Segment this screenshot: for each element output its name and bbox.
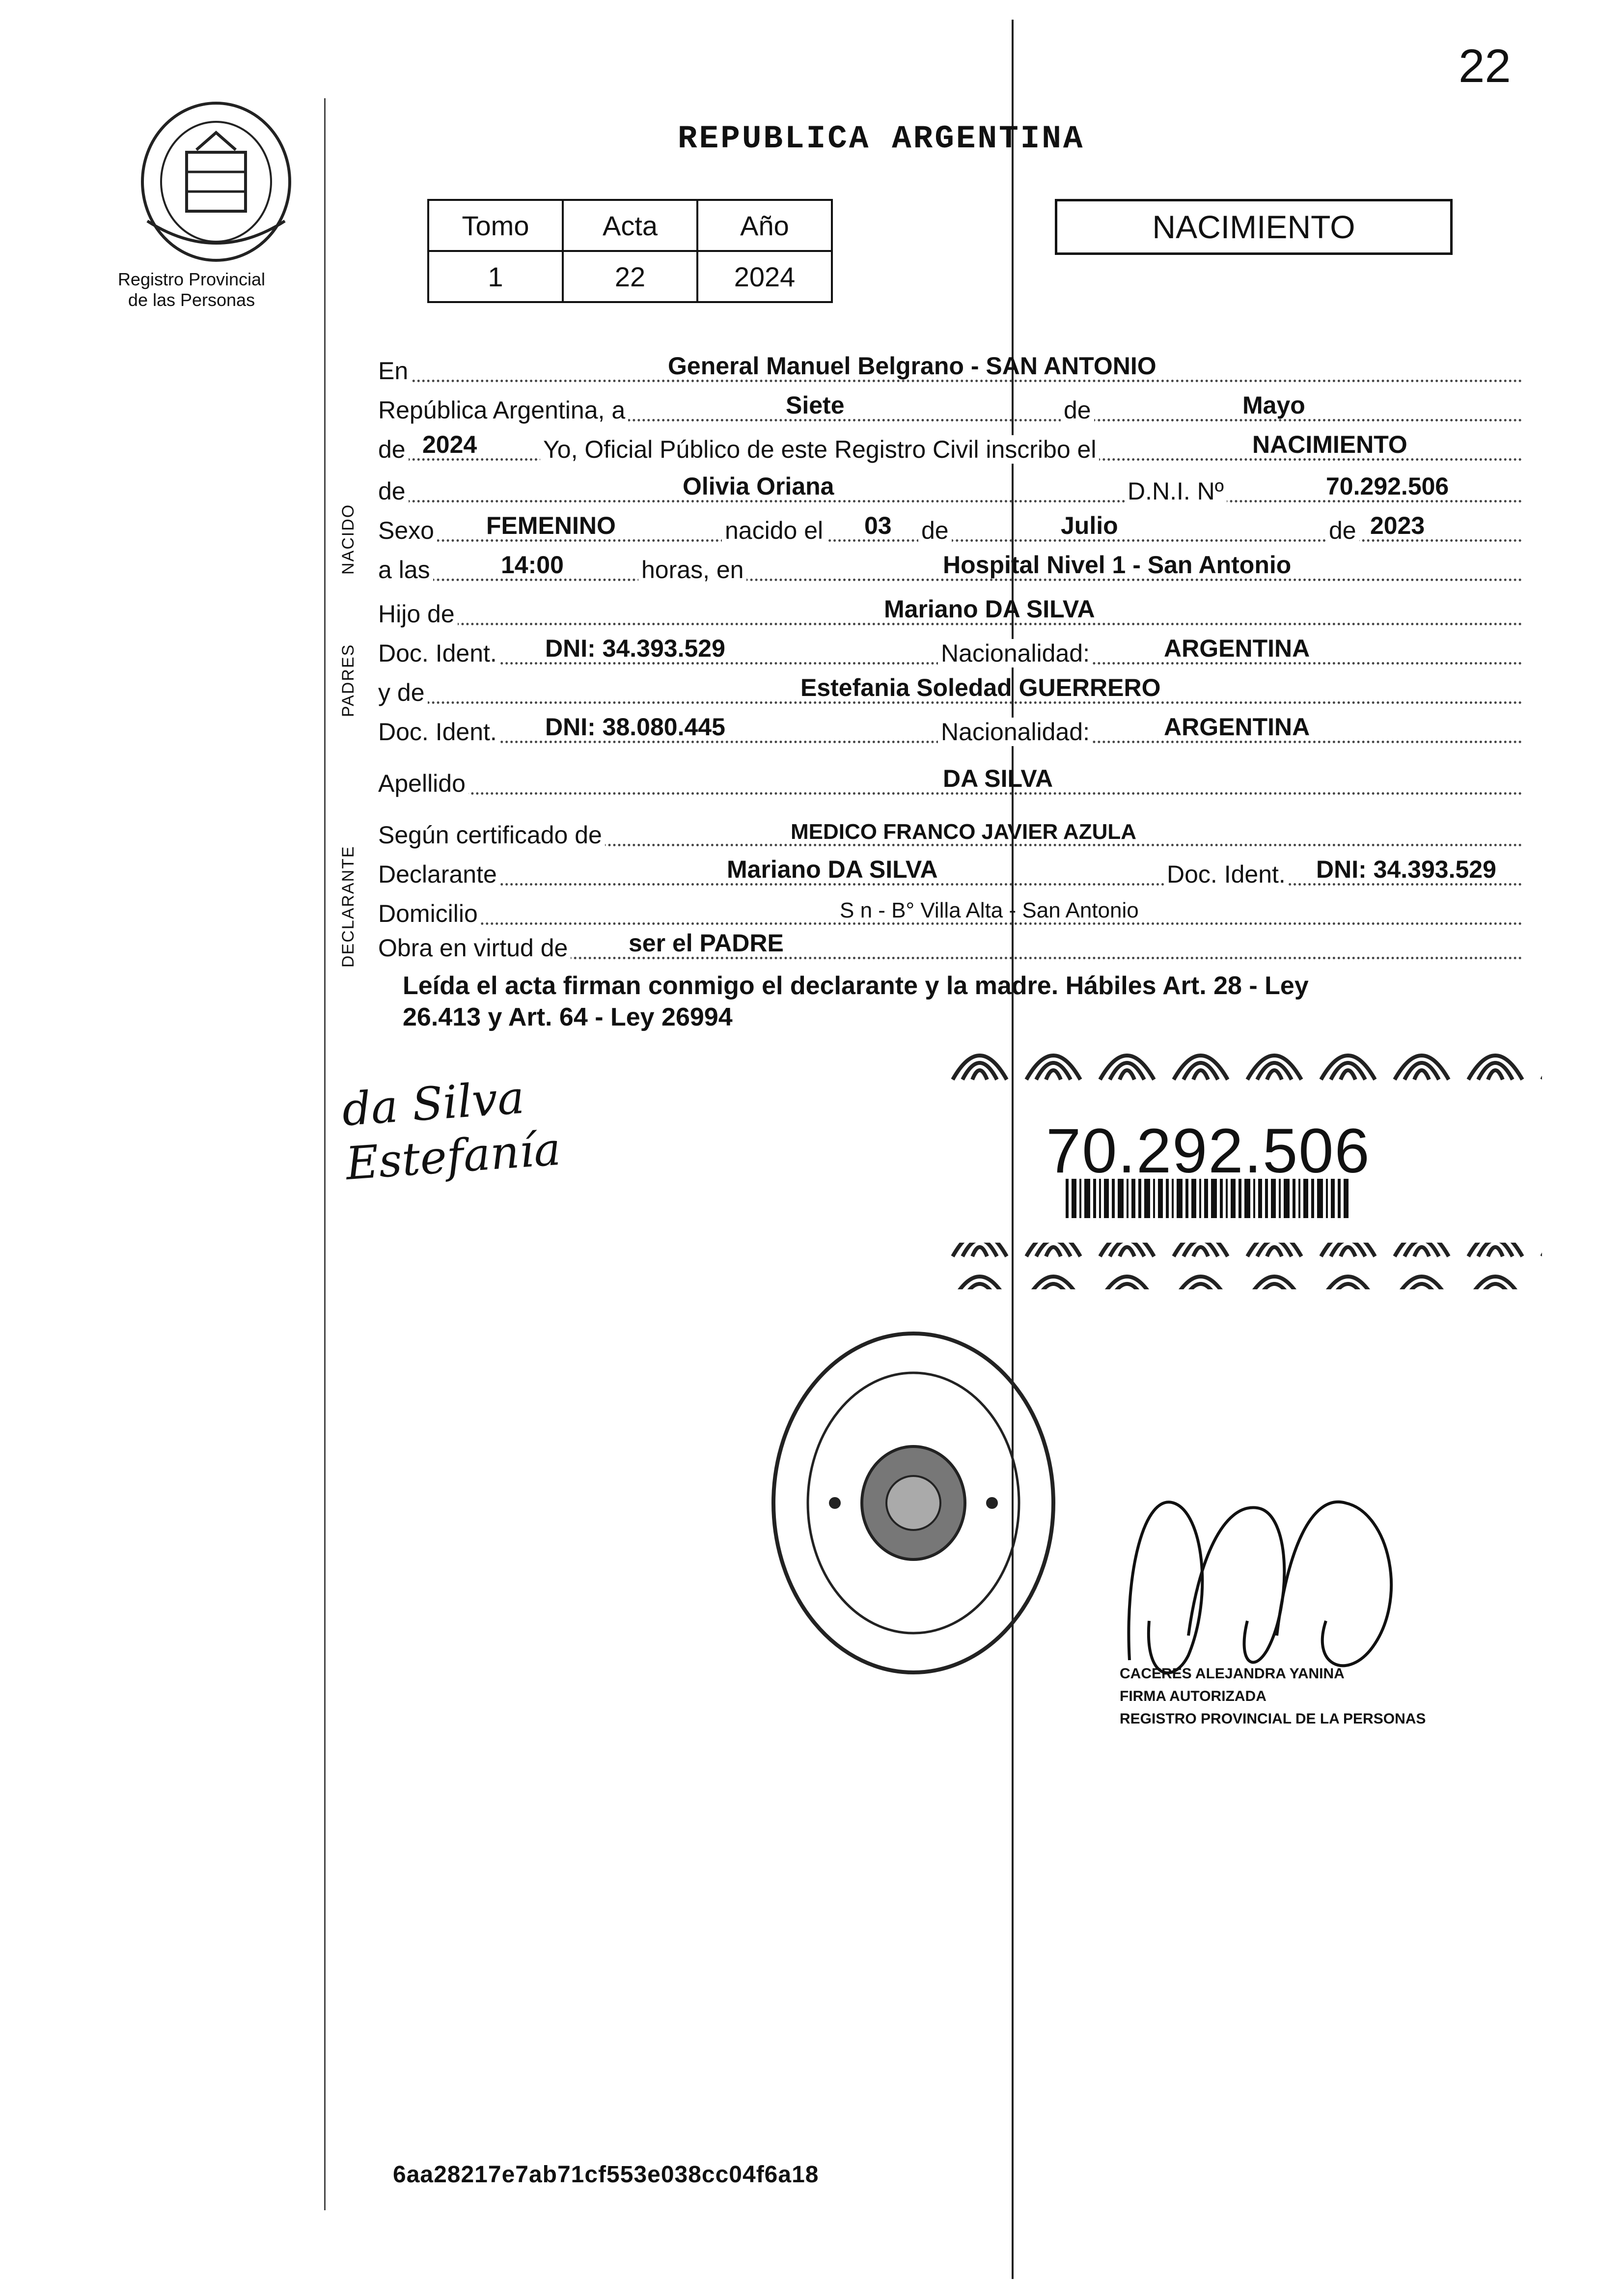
row-inscripcion — [378, 432, 1522, 464]
label-nacionalidad-madre: Nacionalidad: — [938, 718, 1093, 746]
label-segun: Según certificado de — [378, 821, 605, 849]
value-nac-mes: Julio — [1061, 512, 1118, 539]
row-madre — [378, 675, 1522, 707]
label-doc-ident-padre: Doc. Ident. — [378, 639, 500, 667]
label-horas-en: horas, en — [638, 556, 746, 584]
legal-line-1: Leída el acta firman conmigo el declarante y la madre. Hábiles Art. 28 - Ley — [403, 972, 1309, 1000]
row-domicilio — [378, 896, 1522, 928]
value-padre: Mariano DA SILVA — [884, 595, 1095, 623]
value-madre-doc: DNI: 38.080.445 — [545, 713, 725, 741]
value-mes: Mayo — [1242, 391, 1305, 419]
legal-text — [403, 970, 1508, 1033]
label-yo-oficial: Yo, Oficial Público de este Registro Civil inscribo el — [540, 435, 1099, 464]
value-apellido: DA SILVA — [943, 765, 1053, 792]
value-declarante-doc: DNI: 34.393.529 — [1316, 856, 1496, 883]
label-y-de: y de — [378, 678, 428, 707]
document-heading: REPUBLICA ARGENTINA — [678, 120, 1085, 157]
label-nacionalidad-padre: Nacionalidad: — [938, 639, 1093, 667]
row-declarante — [378, 857, 1522, 889]
value-domicilio: S n - B° Villa Alta - San Antonio — [840, 898, 1139, 922]
label-de-anio: de — [378, 435, 409, 464]
value-dni-nacido: 70.292.506 — [1326, 473, 1449, 500]
row-lugar — [378, 354, 1522, 385]
stamp-name: CACERES ALEJANDRA YANINA — [1120, 1666, 1345, 1682]
label-de-nac-mes: de — [918, 516, 952, 545]
label-dni: D.N.I. Nº — [1125, 477, 1227, 505]
row-padre — [378, 597, 1522, 628]
section-label-declarante: DECLARANTE — [339, 845, 358, 968]
label-republica: República Argentina, a — [378, 396, 628, 424]
anio-value: 2024 — [697, 251, 832, 302]
value-hora: 14:00 — [501, 551, 564, 579]
label-doc-ident-declarante: Doc. Ident. — [1164, 860, 1289, 889]
sticker-dni-number: 70.292.506 — [1046, 1116, 1371, 1186]
tomo-value: 1 — [428, 251, 563, 302]
act-reference-table — [427, 199, 833, 303]
section-label-nacido: NACIDO — [339, 503, 358, 575]
label-nacido-el: nacido el — [722, 516, 826, 545]
label-obra: Obra en virtud de — [378, 934, 571, 962]
value-lugar: General Manuel Belgrano - SAN ANTONIO — [668, 352, 1156, 380]
row-certificado — [378, 818, 1522, 849]
signature-declarante: da Silva — [340, 1071, 526, 1137]
label-apellido: Apellido — [378, 769, 468, 798]
value-padre-doc: DNI: 34.393.529 — [545, 635, 725, 662]
value-declarante: Mariano DA SILVA — [727, 856, 938, 883]
label-declarante: Declarante — [378, 860, 500, 889]
acta-value: 22 — [563, 251, 697, 302]
registry-label-line1: Registro Provincial — [117, 269, 266, 289]
acta-header: Acta — [563, 200, 697, 251]
value-lugar-nac: Hospital Nivel 1 - San Antonio — [943, 551, 1292, 579]
label-hijo-de: Hijo de — [378, 600, 458, 628]
value-nac-dia: 03 — [864, 512, 892, 539]
row-fecha — [378, 393, 1522, 424]
act-type-box: NACIMIENTO — [1055, 199, 1453, 255]
row-virtud — [378, 931, 1522, 962]
row-apellido — [378, 766, 1522, 798]
row-padre-doc — [378, 636, 1522, 667]
label-de-nac-anio: de — [1326, 516, 1359, 545]
label-sexo: Sexo — [378, 516, 437, 545]
registry-label — [93, 269, 290, 310]
row-hora — [378, 553, 1522, 584]
label-domicilio: Domicilio — [378, 899, 481, 928]
value-sexo: FEMENINO — [486, 512, 616, 539]
value-virtud: ser el PADRE — [629, 929, 784, 957]
label-de-nombre: de — [378, 477, 409, 505]
value-certificado: MEDICO FRANCO JAVIER AZULA — [791, 820, 1136, 844]
row-nombre — [378, 474, 1522, 505]
value-madre: Estefania Soledad GUERRERO — [800, 674, 1161, 701]
label-en: En — [378, 357, 411, 385]
value-anio: 2024 — [422, 431, 477, 458]
label-de-mes: de — [1061, 396, 1094, 424]
row-sexo — [378, 513, 1522, 545]
stamp-org: REGISTRO PROVINCIAL DE LA PERSONAS — [1120, 1711, 1426, 1727]
value-nombre: Olivia Oriana — [683, 473, 834, 500]
handwritten-signatures — [340, 1068, 562, 1191]
left-margin-line — [324, 98, 326, 2210]
section-label-padres: PADRES — [339, 643, 358, 717]
authorized-stamp — [1120, 1663, 1426, 1730]
label-doc-ident-madre: Doc. Ident. — [378, 718, 500, 746]
label-a-las: a las — [378, 556, 433, 584]
page-number: 22 — [1459, 40, 1511, 92]
value-inscribe: NACIMIENTO — [1252, 431, 1407, 458]
registry-round-seal — [766, 1326, 1061, 1680]
row-madre-doc — [378, 715, 1522, 746]
authorized-signature — [1115, 1474, 1434, 1680]
legal-line-2: 26.413 y Art. 64 - Ley 26994 — [403, 1003, 733, 1031]
tomo-header: Tomo — [428, 200, 563, 251]
value-nac-anio: 2023 — [1370, 512, 1425, 539]
value-madre-nac: ARGENTINA — [1164, 713, 1310, 741]
registry-label-line2: de las Personas — [128, 290, 255, 310]
value-padre-nac: ARGENTINA — [1164, 635, 1310, 662]
value-dia: Siete — [786, 391, 845, 419]
signature-madre: Estefanía — [344, 1122, 563, 1191]
anio-header: Año — [697, 200, 832, 251]
document-hash: 6aa28217e7ab71cf553e038cc04f6a18 — [393, 2162, 819, 2188]
stamp-role: FIRMA AUTORIZADA — [1120, 1688, 1266, 1704]
